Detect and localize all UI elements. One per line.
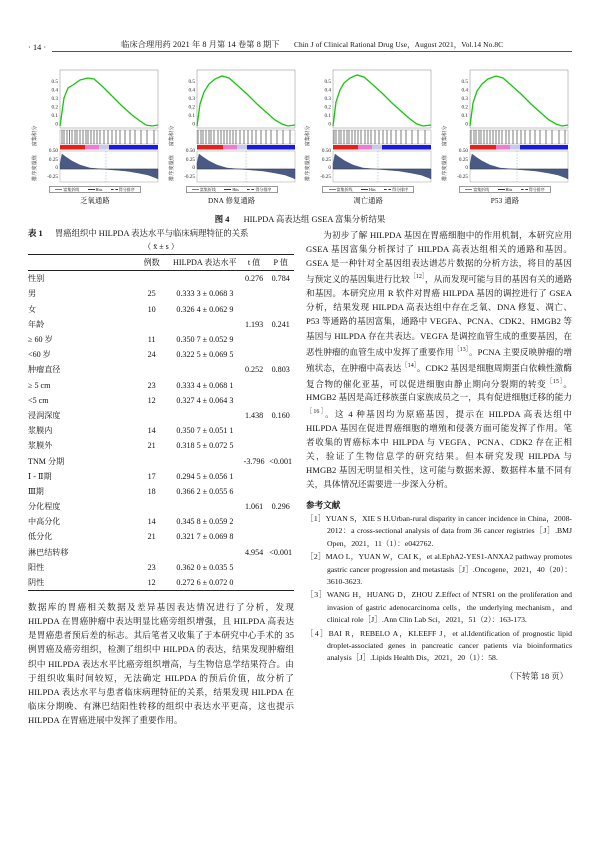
gsea-panel-title-1: 乏氧通路 — [80, 197, 110, 205]
row-case-count: 12 — [147, 395, 156, 405]
row-t-value — [241, 438, 268, 453]
table-row — [28, 362, 294, 377]
table-row — [28, 560, 294, 575]
row-expression-value: 0.350 7 ± 0.051 1 — [176, 426, 234, 436]
row-feature-label: <5 cm — [28, 395, 49, 405]
svg-text:0.3: 0.3 — [324, 96, 332, 102]
svg-text:0.25: 0.25 — [322, 157, 332, 163]
row-case-count: 21 — [147, 441, 156, 451]
figure-4 — [28, 58, 572, 225]
row-expression-value — [169, 499, 241, 514]
svg-text:-0.25: -0.25 — [320, 174, 332, 180]
row-expression-value: 0.366 2 ± 0.055 6 — [176, 486, 234, 496]
table-row — [28, 469, 294, 484]
svg-text:0: 0 — [465, 165, 468, 171]
svg-text:0: 0 — [55, 121, 58, 128]
legend-rank-3: 得分排序 — [384, 188, 408, 192]
svg-text:0.1: 0.1 — [51, 113, 58, 119]
row-t-value — [241, 423, 268, 438]
table-body — [28, 271, 294, 591]
row-expression-value — [169, 317, 241, 332]
references-heading: 参考文献 — [306, 499, 341, 510]
row-feature-label: 年龄 — [28, 319, 45, 329]
reference-item: ［3］WANG H，HUANG D，ZHOU Z.Effect of NTSR1 on the proliferation and invasion of gastric adenocarcinoma cells，the underlying mechanism，and clinical role［J］.Ann Clin Lab Sci，2021，51（2）：163-173. — [306, 590, 572, 625]
row-feature-label: ≥ 5 cm — [28, 380, 51, 390]
row-p-value — [267, 575, 294, 591]
row-expression-value — [169, 362, 241, 377]
reference-item: ［1］YUAN S，XIE S H.Urban-rural disparity in cancer incidence in China，2008-2012：a cross-sectional analysis of data from 36 cancer registries［J］.BMJ Open，2021，11（1）：e042762. — [306, 513, 572, 548]
legend-hits-4: Hits — [498, 188, 513, 192]
table-row — [28, 484, 294, 499]
svg-text:0.4: 0.4 — [51, 87, 58, 94]
row-expression-value: 0.327 4 ± 0.064 3 — [176, 395, 234, 405]
svg-text:0.1: 0.1 — [188, 113, 195, 119]
row-feature-label: 分化程度 — [28, 502, 61, 512]
col-header-t: t 值 — [241, 255, 268, 271]
row-expression-value: 0.333 3 ± 0.068 3 — [176, 289, 234, 299]
row-feature-label: 男 — [28, 289, 37, 299]
svg-text:0.25: 0.25 — [458, 157, 468, 163]
row-p-value: 0.160 — [271, 410, 290, 420]
svg-text:-0.25: -0.25 — [183, 174, 195, 180]
left-column-paragraph: 数据库的胃癌相关数据及差异基因表达情况进行了分析，发现 HILPDA 在胃癌肿瘤中表达明显比癌旁组织增强，且 HILPDA 高表达是胃癌患者预后差的标志。其后笔者又收集了于本研究中心手术的 35 例胃癌及癌旁组织，检测了组织中 HILPDA 的表达，结果发现肿瘤组织中 HILPDA 表达水平比癌旁组织增高，与生物信息学结果符合。由于组织收集时间较短，无法确定 HILPDA 的预后价值，故分析了 HILPDA 表达水平与患者临床病理特征的关系，结果发现 HILPDA 在临床分期晚、有淋巴结阳性转移的组织中表达水平更高，这也提示 HILPDA 在胃癌进展中发挥了重要作用。 — [28, 602, 294, 725]
legend-curve-4: 富集折线 — [465, 188, 489, 192]
svg-text:-0.25: -0.25 — [47, 174, 58, 180]
row-t-value: 0.252 — [244, 365, 264, 375]
gsea-panel-1 — [28, 58, 162, 206]
continued-on-page-note: （下转第 18 页） — [505, 671, 568, 681]
legend-rank-4: 得分排序 — [521, 188, 545, 192]
gsea-chart-row — [28, 58, 572, 206]
y-axis-label-rank: 排序度量值 — [305, 155, 312, 181]
figure-caption — [28, 213, 572, 225]
row-case-count — [134, 453, 169, 468]
row-case-count: 12 — [134, 575, 169, 591]
gsea-legend-1 — [49, 186, 141, 193]
svg-text:0.4: 0.4 — [461, 87, 468, 94]
row-feature-label: Ⅲ期 — [28, 486, 44, 496]
row-p-value — [267, 438, 294, 453]
row-t-value — [241, 393, 268, 408]
row-feature-label: 中高分化 — [28, 517, 61, 527]
y-axis-label-enrichment: 富集积分 — [168, 125, 175, 147]
row-feature-label: Ⅰ - Ⅱ期 — [28, 471, 52, 481]
svg-text:0.1: 0.1 — [324, 113, 332, 119]
svg-text:0.2: 0.2 — [324, 104, 332, 111]
row-p-value — [267, 423, 294, 438]
legend-hits-2: Hits — [224, 188, 239, 192]
gsea-legend-4 — [459, 186, 551, 193]
row-t-value: 1.438 — [244, 410, 264, 420]
figure-caption-text: HILPDA 高表达组 GSEA 富集分析结果 — [243, 215, 386, 224]
row-feature-label: TNM 分期 — [28, 456, 65, 466]
table-1-block — [28, 228, 294, 591]
journal-citation-line — [52, 39, 572, 53]
svg-text:0.3: 0.3 — [188, 96, 195, 102]
table-row — [28, 575, 294, 591]
y-axis-label-enrichment: 富集积分 — [441, 125, 448, 147]
citation-marker: ［16］ — [306, 408, 326, 415]
row-case-count: 24 — [147, 350, 156, 360]
table-row — [28, 545, 294, 560]
reference-item: ［4］BAI R，REBELO A，KLEEFF J，et al.Identification of prognostic lipid droplet-associated genes in pancreatic cancer patients via bioinformatics analysis［J］.Lipids Health Dis，2021，20（1）：58. — [306, 628, 572, 663]
citation-marker: ［14］ — [401, 362, 417, 369]
svg-text:0.5: 0.5 — [461, 79, 468, 85]
svg-text:0.50: 0.50 — [185, 148, 195, 154]
table-1-label: 表 1 — [28, 229, 43, 238]
table-row — [28, 332, 294, 347]
row-expression-value: 0.350 7 ± 0.052 9 — [176, 335, 234, 345]
svg-text:-0.25: -0.25 — [457, 174, 468, 180]
legend-rank-1: 得分排序 — [111, 188, 135, 192]
svg-text:0.5: 0.5 — [51, 79, 58, 85]
legend-hits-3: Hits — [361, 188, 376, 192]
row-expression-value: 0.322 5 ± 0.069 5 — [176, 350, 234, 360]
row-t-value — [241, 332, 268, 347]
svg-text:0.5: 0.5 — [188, 79, 195, 85]
row-case-count: 23 — [147, 562, 156, 572]
row-p-value — [267, 378, 294, 393]
svg-text:0.2: 0.2 — [461, 104, 468, 111]
row-p-value: 0.241 — [271, 319, 290, 329]
y-axis-label-rank: 排序度量值 — [441, 155, 448, 181]
legend-hits-1: Hits — [88, 188, 103, 192]
svg-text:0: 0 — [328, 165, 332, 171]
row-case-count: 18 — [147, 486, 156, 496]
journal-name-cn: 临床合理用药 2021 年 8 月第 14 卷第 8 期下 — [121, 39, 280, 49]
gsea-legend-3 — [322, 186, 414, 193]
row-expression-value: 0.294 5 ± 0.056 1 — [176, 471, 234, 481]
row-t-value — [241, 529, 268, 544]
row-t-value — [241, 469, 268, 484]
svg-text:0.1: 0.1 — [461, 113, 468, 119]
row-case-count: 11 — [147, 335, 156, 345]
y-axis-label-enrichment: 富集积分 — [32, 125, 38, 147]
svg-text:0.50: 0.50 — [48, 148, 58, 154]
row-feature-label: <60 岁 — [28, 350, 51, 360]
citation-marker: ［12］ — [409, 274, 425, 281]
row-t-value: 1.061 — [244, 502, 264, 512]
folio-number: · 14 · — [28, 43, 47, 52]
col-header-feature — [28, 255, 134, 271]
row-expression-value — [169, 271, 241, 287]
svg-text:0.50: 0.50 — [458, 148, 468, 154]
row-case-count — [134, 499, 169, 514]
row-feature-label: 浆膜内 — [28, 426, 53, 436]
row-t-value — [241, 484, 268, 499]
gsea-panel-2 — [165, 58, 299, 206]
figure-caption-label: 图 4 — [214, 215, 230, 224]
table-header-row — [28, 255, 294, 271]
row-p-value — [267, 469, 294, 484]
row-t-value — [241, 378, 268, 393]
row-case-count: 23 — [147, 380, 156, 390]
row-expression-value: 0.321 7 ± 0.069 8 — [176, 532, 234, 542]
table-row — [28, 347, 294, 362]
row-feature-label: ≥ 60 岁 — [28, 335, 53, 345]
citation-marker: ［13］ — [453, 346, 469, 353]
table-1-title-text: 胃癌组织中 HILPDA 表达水平与临床病理特征的关系 — [54, 229, 249, 238]
row-case-count — [134, 271, 169, 287]
row-t-value — [241, 286, 268, 301]
svg-text:0.25: 0.25 — [48, 157, 58, 163]
table-row — [28, 286, 294, 301]
row-p-value — [267, 302, 294, 317]
row-feature-label: 低分化 — [28, 532, 53, 542]
row-t-value — [241, 514, 268, 529]
row-p-value — [267, 332, 294, 347]
table-row — [28, 302, 294, 317]
journal-name-en: Chin J of Clinical Rational Drug Use，August 2021，Vol.14 No.8C — [293, 39, 504, 49]
row-feature-label: 性别 — [28, 274, 45, 284]
row-p-value — [267, 529, 294, 544]
svg-text:0.4: 0.4 — [324, 87, 332, 94]
table-row — [28, 499, 294, 514]
row-case-count: 10 — [147, 304, 156, 314]
legend-rank-2: 得分排序 — [247, 188, 271, 192]
row-p-value: <0.001 — [269, 456, 293, 466]
row-feature-label: 淋巴结转移 — [28, 547, 69, 557]
row-expression-value: 0.345 8 ± 0.059 2 — [176, 517, 234, 527]
row-p-value — [267, 484, 294, 499]
svg-text:0.50: 0.50 — [322, 148, 332, 154]
table-row — [28, 514, 294, 529]
gsea-plot-4 — [438, 58, 572, 184]
row-p-value: 0.784 — [271, 274, 290, 284]
table-row — [28, 408, 294, 423]
svg-text:0.25: 0.25 — [185, 157, 195, 163]
svg-text:0.3: 0.3 — [51, 96, 58, 102]
svg-text:0.4: 0.4 — [188, 87, 195, 94]
row-expression-value: 0.318 5 ± 0.072 5 — [176, 441, 234, 451]
row-t-value — [241, 302, 268, 317]
row-expression-value: 0.333 4 ± 0.068 1 — [176, 380, 234, 390]
row-t-value: 0.276 — [244, 274, 264, 284]
svg-text:0: 0 — [192, 165, 195, 171]
row-feature-label: 浸润深度 — [28, 410, 61, 420]
row-t-value — [241, 575, 268, 591]
gsea-plot-1 — [28, 58, 162, 184]
gsea-plot-2 — [165, 58, 299, 184]
col-header-expression: HILPDA 表达水平 — [169, 255, 241, 271]
row-feature-label: 女 — [28, 304, 37, 314]
row-case-count: 14 — [147, 517, 156, 527]
row-case-count — [134, 408, 169, 423]
svg-text:0: 0 — [328, 121, 332, 128]
reference-item: ［2］MAO L，YUAN W，CAI K，et al.EphA2-YES1-ANXA2 pathway promotes gastric cancer progression and metastasis［J］.Oncogene，2021，40（20）：3610-3623. — [306, 552, 572, 587]
row-case-count — [134, 362, 169, 377]
table-row — [28, 423, 294, 438]
row-case-count — [134, 317, 169, 332]
row-case-count — [134, 545, 169, 560]
row-expression-value — [169, 408, 241, 423]
references-list — [306, 513, 572, 665]
row-case-count: 14 — [147, 426, 156, 436]
gsea-panel-title-4: P53 通路 — [490, 197, 520, 205]
gsea-panel-4 — [438, 58, 572, 206]
row-p-value: 0.296 — [271, 502, 290, 512]
row-t-value: -3.796 — [243, 456, 265, 466]
table-row — [28, 393, 294, 408]
svg-text:0: 0 — [465, 121, 468, 128]
y-axis-label-enrichment: 富集积分 — [305, 125, 312, 147]
row-expression-value: 0.272 6 ± 0.072 0 — [169, 575, 241, 591]
gsea-panel-title-3: 凋亡通路 — [353, 197, 384, 205]
row-expression-value — [169, 453, 241, 468]
gsea-plot-3 — [301, 58, 435, 184]
row-expression-value: 0.362 0 ± 0.035 5 — [176, 562, 234, 572]
discussion-paragraph: 为初步了解 HILPDA 基因在胃癌细胞中的作用机制，本研究应用 GSEA 基因富集分析探讨了 HILPDA 高表达组相关的通路和基因。GSEA 是一种针对全基因组表达谱芯片数据的分析方法，将目的基因与预定义的基因集进行比较$^{[12]}$，从而发现可能与目的基因有关的通路和基因。本研究应用 R 软件对胃癌 HILPDA 基因的调控进行了 GSEA 分析，结果发现 HILPDA 高表达组中存在乏氧、DNA 修复、凋亡、P53 等通路的基因富集，通路中 VEGFA、PCNA、CDK2、HMGB2 等基因与 HILPDA 存在共表达。VEGFA 是调控血管生成的重要基因，在恶性肿瘤的血管生成中发挥了重要作用$^{[13]}$。PCNA 主要反映肿瘤的增殖状态，在肿瘤中高表达$^{[14]}$。CDK2 基因是细胞周期蛋白依赖性激酶复合物的催化亚基，可以促进细胞由静止期向分裂期的转变$^{[15]}$。HMGB2 基因是高迁移族蛋白家族成员之一，具有促进细胞迁移的能力$^{[16]}$。这 4 种基因均为原癌基因，提示在 HILPDA 高表达组中 HILPDA 基因在促进胃癌细胞的增殖和侵袭方面可能发挥了作用。笔者收集的胃癌标本中 HILPDA 与 VEGFA、PCNA、CDK2 存在正相关，验证了生物信息学的研究结果。但本研究发现 HILPDA 与 HMGB2 基因无明显相关性，这可能与数据来源、数据样本量不同有关，具体情况还需要进一步深入分析。 — [306, 230, 573, 489]
y-axis-label-rank: 排序度量值 — [168, 155, 175, 181]
row-feature-label: 肿瘤直径 — [28, 365, 61, 375]
row-case-count: 17 — [147, 471, 156, 481]
y-axis-label-rank: 排序度量值 — [32, 155, 38, 181]
legend-curve-2: 富集折线 — [192, 188, 216, 192]
citation-marker: ［15］ — [546, 378, 564, 385]
legend-curve-3: 富集折线 — [329, 188, 353, 192]
legend-curve-1: 富集折线 — [55, 188, 79, 192]
row-case-count: 21 — [147, 532, 156, 542]
left-column — [28, 228, 294, 727]
row-p-value — [267, 393, 294, 408]
row-p-value — [267, 347, 294, 362]
row-expression-value — [169, 545, 241, 560]
row-p-value — [267, 286, 294, 301]
row-expression-value: 0.326 4 ± 0.062 9 — [176, 304, 234, 314]
svg-text:0.2: 0.2 — [188, 104, 195, 111]
table-1-subtitle: （ x̄ ± s ） — [143, 242, 179, 251]
row-case-count: 25 — [147, 289, 156, 299]
row-t-value: 1.193 — [244, 319, 264, 329]
row-t-value — [241, 347, 268, 362]
table-row — [28, 378, 294, 393]
row-feature-label: 浆膜外 — [28, 441, 53, 451]
row-feature-label: 阳性 — [28, 562, 45, 572]
svg-text:0.5: 0.5 — [324, 79, 332, 85]
col-header-p: P 值 — [267, 255, 294, 271]
table-row — [28, 529, 294, 544]
right-column — [306, 228, 572, 682]
table-row — [28, 453, 294, 468]
table-1-title — [28, 228, 294, 240]
table-row — [28, 271, 294, 287]
row-t-value — [241, 560, 268, 575]
row-p-value — [267, 560, 294, 575]
table-row — [28, 438, 294, 453]
row-feature-label: 阴性 — [28, 575, 134, 591]
running-head — [28, 36, 572, 52]
table-row — [28, 317, 294, 332]
gsea-legend-2 — [186, 186, 278, 193]
row-p-value: <0.001 — [269, 547, 293, 557]
gsea-panel-title-2: DNA 修复通路 — [207, 197, 256, 205]
svg-text:0.2: 0.2 — [51, 104, 58, 111]
row-t-value: 4.954 — [244, 547, 264, 557]
svg-text:0: 0 — [192, 121, 195, 128]
gsea-panel-3 — [301, 58, 435, 206]
clinicopathological-table — [28, 254, 294, 591]
table-head — [28, 255, 294, 271]
row-p-value — [267, 514, 294, 529]
svg-text:0: 0 — [55, 165, 58, 171]
svg-text:0.3: 0.3 — [461, 96, 468, 102]
row-p-value: 0.803 — [271, 365, 290, 375]
col-header-n: 例数 — [134, 255, 169, 271]
